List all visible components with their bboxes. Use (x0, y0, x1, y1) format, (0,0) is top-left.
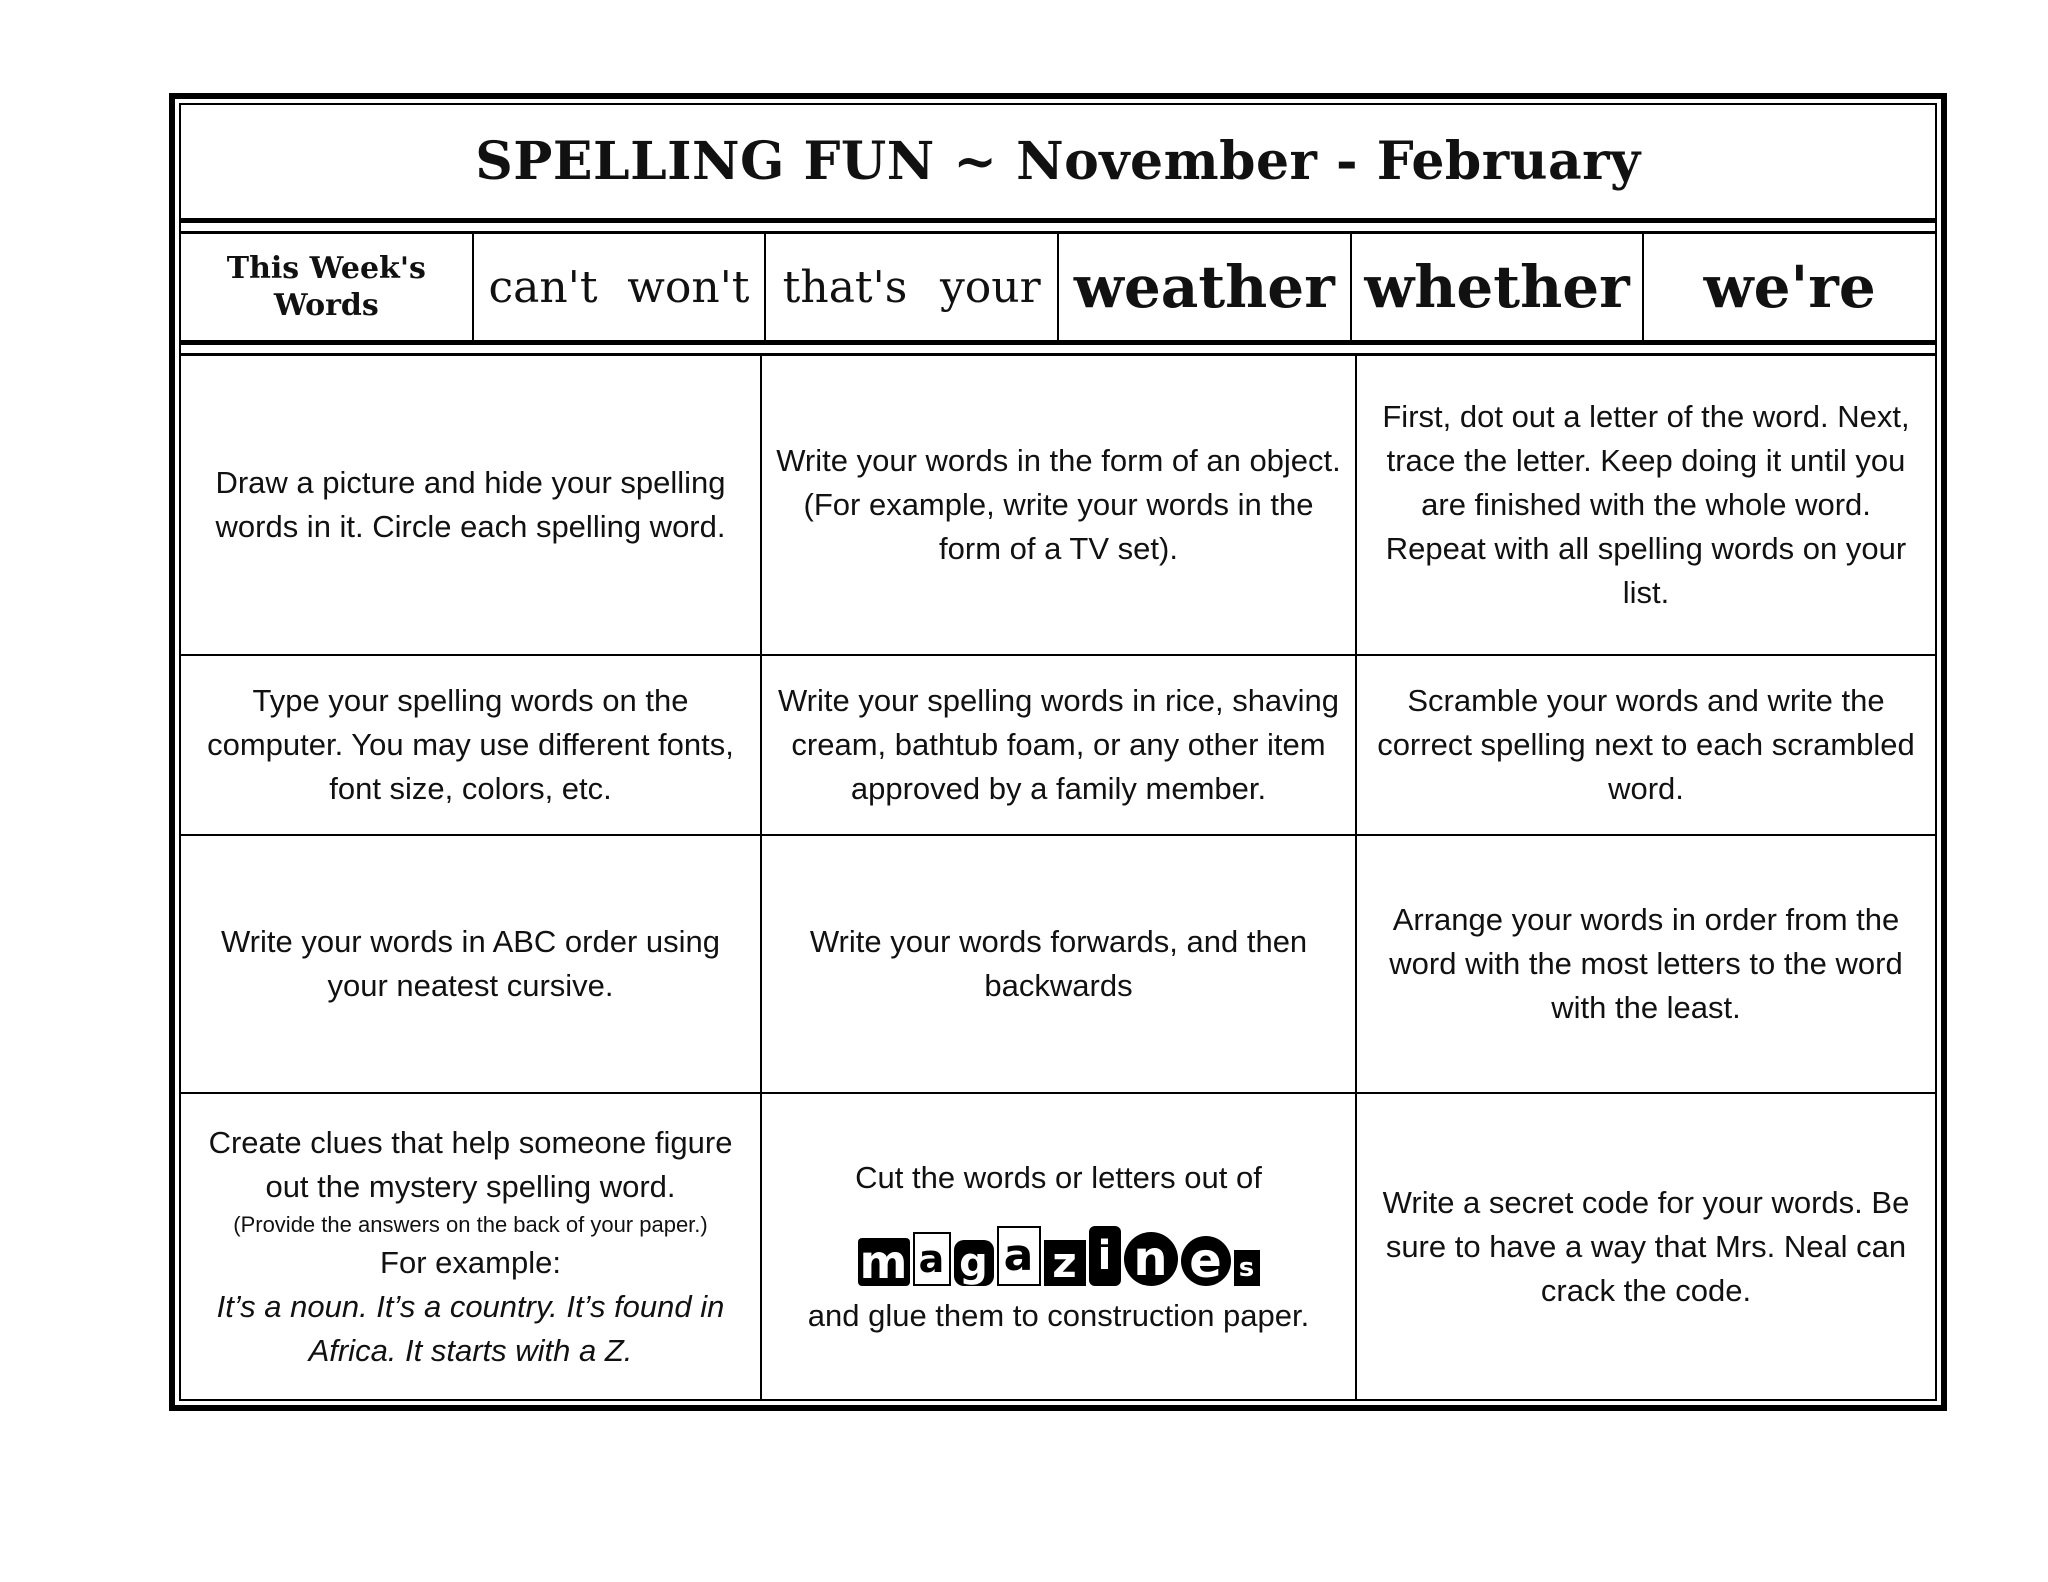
activity-text: Write your words in the form of an object. (776, 443, 1341, 478)
cutout-letter: n (1124, 1232, 1178, 1286)
board-inner-frame (179, 103, 1937, 1401)
spelling-word: weather (1073, 253, 1335, 321)
cutout-letter: e (1181, 1236, 1231, 1286)
activity-text: For example: (380, 1244, 561, 1280)
activity-text: Type your spelling words on the computer. You may use different fonts, font size, colors, etc. (207, 683, 734, 806)
title-bar (181, 105, 1935, 223)
cutout-letter: g (954, 1240, 994, 1286)
activity-cell (181, 1094, 762, 1399)
example-clue-text: It’s a noun. It’s a country. It’s found in Africa. It starts with a Z. (216, 1288, 725, 1368)
spelling-word: whether (1364, 253, 1630, 321)
spelling-word: can't (488, 261, 598, 313)
activity-cell (1357, 1094, 1935, 1399)
activity-cell (1357, 656, 1935, 836)
activity-text: (For example, write your words in the form of a TV set). (803, 487, 1314, 566)
spelling-word: we're (1703, 253, 1876, 321)
activity-cell (762, 656, 1357, 836)
word-pair-cell (474, 234, 767, 340)
spelling-choice-board (169, 93, 1947, 1411)
activity-text: Write your words in ABC order using your neatest cursive. (220, 924, 721, 1003)
activity-text: Repeat with all spelling words on your list. (1385, 531, 1907, 610)
activity-cell (181, 356, 762, 656)
word-pair-cell (766, 234, 1059, 340)
activity-note: (Provide the answers on the back of your paper.) (233, 1211, 708, 1237)
activity-text: Scramble your words and write the correct spelling next to each scrambled word. (1377, 683, 1915, 806)
activity-text: Write your words forwards, and then backwards (809, 924, 1308, 1003)
weekly-words-label (181, 234, 474, 340)
word-cell (1352, 234, 1645, 340)
activity-text: Write your spelling words in rice, shaving cream, bathtub foam, or any other item approved by a family member. (777, 683, 1340, 806)
word-cell (1059, 234, 1352, 340)
cutout-letter: m (858, 1238, 910, 1286)
weekly-words-row (181, 231, 1935, 345)
cutout-letter: i (1089, 1226, 1121, 1286)
cutout-letter: a (913, 1232, 951, 1286)
weekly-words-label-line1: This Week's (226, 250, 426, 286)
activity-cell (181, 656, 762, 836)
spelling-word: that's (782, 261, 908, 313)
cutout-letter: a (997, 1226, 1041, 1286)
activity-text: Write a secret code for your words. Be sure to have a way that Mrs. Neal can crack the code. (1382, 1184, 1910, 1308)
activity-text: and glue them to construction paper. (807, 1297, 1310, 1333)
activity-text: Create clues that help someone figure out the mystery spelling word. (208, 1124, 733, 1204)
page-title: SPELLING FUN ~ November - February (475, 131, 1641, 192)
activity-text: Cut the words or letters out of (855, 1159, 1262, 1195)
cutout-letter: s (1234, 1250, 1260, 1286)
cutout-letter: z (1044, 1240, 1086, 1286)
activity-cell (762, 836, 1357, 1094)
activity-grid (181, 353, 1935, 1399)
activity-cell (1357, 356, 1935, 656)
activity-text: First, dot out a letter of the word. Next, trace the letter. Keep doing it until you are finished with the whole word. (1382, 399, 1910, 522)
word-cell (1644, 234, 1935, 340)
spelling-word: won't (627, 261, 750, 313)
activity-text: Arrange your words in order from the word with the most letters to the word with the least. (1389, 902, 1903, 1025)
activity-cell (1357, 836, 1935, 1094)
weekly-words-label-line2: Words (273, 288, 379, 323)
activity-cell (762, 1094, 1357, 1399)
magazine-cutout-word (858, 1214, 1260, 1289)
activity-text: Draw a picture and hide your spelling words in it. Circle each spelling word. (215, 465, 726, 544)
activity-cell (762, 356, 1357, 656)
activity-cell (181, 836, 762, 1094)
spelling-word: your (939, 261, 1041, 313)
